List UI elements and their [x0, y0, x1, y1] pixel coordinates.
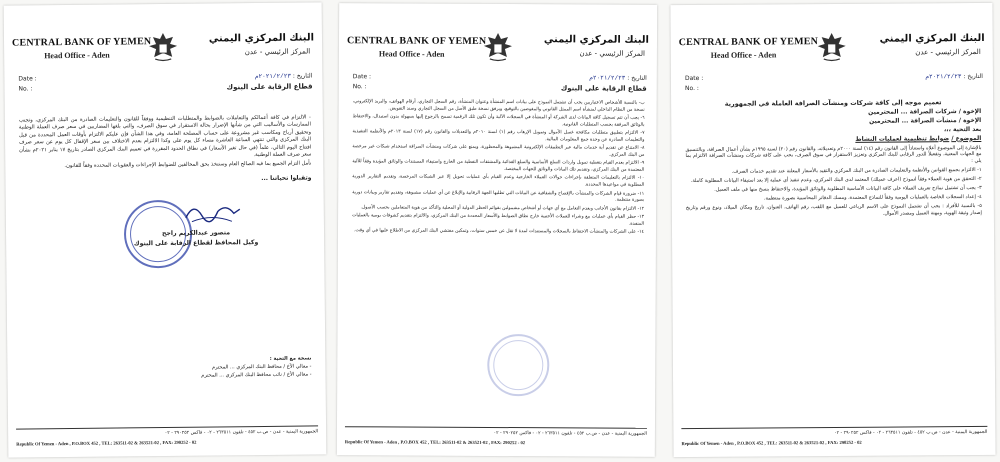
arabic-date [589, 74, 647, 81]
cc-item: - معالي الأخ / نائب محافظ البنك المركزي ... المحترم [201, 371, 312, 379]
eagle-emblem-icon [146, 30, 180, 64]
letter-page-3 [670, 3, 995, 457]
cc-list [111, 354, 311, 380]
date-label: Date : [352, 73, 372, 81]
circular-heading: تعميم موجه إلى كافة شركات ومنشآت الصرافة العاملة في الجمهورية [724, 98, 942, 108]
eagle-emblem-icon [481, 30, 515, 64]
paragraph: ١٤- على الشركات والمنشآت الاحتفاظ بالسجلات والمستندات لمدة لا تقل عن خمس سنوات، وتمكين مفتشي البنك المركزي من الاطلاع عليها في أي وقت. [353, 228, 645, 236]
letter-body [352, 99, 645, 238]
letter-footer [681, 426, 987, 451]
signer-name: منصور عبدالكريم راجح [161, 229, 231, 238]
footer-en: Republic Of Yemen - Aden , P.O.BOX 452 , TEL: 263511-02 & 263521-02 , FAX: 290252 - 02 [16, 439, 197, 447]
letterhead-ar-name: البنك المركزي اليمني [208, 32, 315, 45]
paragraph: ١٠- الالتزام بالتعليمات المتعلقة بإجراءات حوالات العملاء الخارجية وعدم القيام بأي عمليات تحويل إلا عبر الشبكات المرخصة، وتقديم التقارير الدورية المطلوبة في مواعيدها المحددة. [352, 174, 645, 188]
letter-footer [16, 425, 318, 451]
letter-page-1 [4, 2, 327, 457]
date-value: ٢٠٢١/٢/٢٣م [254, 72, 291, 81]
letterhead-en-name: CENTRAL BANK OF YEMEN [346, 35, 487, 47]
letterhead-ar-office: المركز الرئيسي - عدن [244, 47, 311, 57]
addressee: الإخوة / شركات الصرافة ... المحترمين [868, 107, 982, 116]
signature-icon [182, 199, 242, 226]
letterhead [339, 15, 657, 77]
letterhead-en-office: Head Office - Aden [378, 49, 445, 59]
arabic-date-label: التاريخ : [963, 72, 983, 81]
eagle-emblem-icon [815, 30, 849, 64]
paragraph: ٩- الالتزام بعدم القيام بتغطية تمويل واردات السلع الأساسية والسلع الغذائية والمشتقات النفطية من الخارج واستيفاء المستندات والوثائق المؤيدة وفقاً للآلية المعتمدة من البنك المركزي، وتقديم تلك البيانات والوثائق للجهات المختصة. [352, 159, 645, 173]
letterhead [671, 15, 993, 77]
cc-title: نسخة مع التحية : [269, 355, 312, 362]
paragraph: ٨- الامتناع عن تقديم أية خدمات مالية عبر التطبيقات الإلكترونية المشبوهة والمحظورة، ويمنع على شركات ومنشآت الصرافة استخدام شبكات غير مرخصة من البنك المركزي. [352, 144, 645, 158]
paragraph: ١٣- حظر القيام بأي عمليات بيع وشراء للعملات الأجنبية خارج نطاق الضوابط والأسعار المحددة من البنك المركزي، والالتزام بتقديم كشوفات يومية بالعمليات المنفذة. [352, 213, 645, 227]
sector-title: قطاع الرقابة على البنوك [226, 82, 313, 92]
number-label: No. : [352, 83, 367, 91]
letterhead-ar-office: المركز الرئيسي - عدن [915, 47, 981, 57]
subject-line [685, 136, 981, 145]
number-label: No. : [18, 85, 33, 93]
letterhead-en-office: Head Office - Aden [710, 50, 777, 60]
addressee: الإخوة / منشآت الصرافة ... المحترمين [869, 116, 982, 125]
paragraph: ١- الالتزام بجميع القوانين والأنظمة والتعليمات الصادرة من البنك المركزي والتقيد بالأسعار المعلنة عند تقديم خدمات الصرف. [731, 167, 982, 175]
letter-page-2 [337, 3, 657, 457]
number-label: No. : [684, 84, 699, 93]
paragraph: ١١- ضرورة قيام الشركات والمنشآت بالإفصاح والشفافية عن البيانات التي تطلبها الجهة الرقابية والإبلاغ عن أي عمليات مشبوهة، وتقديم تقارير وبيانات دورية بصورة منتظمة. [352, 189, 645, 203]
letter-body [685, 99, 982, 221]
sector-title: قطاع الرقابة على البنوك [560, 84, 647, 93]
cc-item: - معالي الأخ / محافظ البنك المركزي ... المحترم [211, 363, 312, 371]
closing: وتقبلوا تحياتنا ... [261, 174, 312, 182]
letterhead-ar-office: المركز الرئيسي - عدن [579, 49, 645, 58]
arabic-date-label: التاريخ : [627, 74, 647, 82]
date-label: Date : [18, 75, 37, 83]
footer-ar: الجمهورية اليمنية - عدن - ص.ب ٤٥٢ - تلفون ٢٦٣٥١١ - ٠٢ - فاكس ٢٩٠٢٥٢ - ٠٢ [164, 429, 319, 437]
letterhead-en-name: CENTRAL BANK OF YEMEN [11, 36, 152, 49]
footer-en: Republic Of Yemen - Aden , P.O.BOX 452 , TEL: 263511-02 & 263521-02 , FAX: 290252 - 02 [344, 439, 526, 446]
signature-block [116, 229, 276, 248]
subject-label: الموضوع / [951, 134, 982, 142]
arabic-date [925, 73, 983, 80]
letter-footer [345, 426, 647, 451]
arabic-date-label: التاريخ : [292, 72, 313, 80]
footer-en: Republic Of Yemen - Aden , P.O.BOX 452 , TEL: 263511-02 & 263521-02 , FAX: 290252 - 02 [681, 439, 862, 447]
paragraph: - الالتزام في كافة أعمالكم والتعاملات بالضوابط والمتطلبات التنظيمية ووفقاً للقانون والتعليمات الصادرة من البنك المركزي، وتجنب الممارسات والأساليب التي من شأنها الإضرار بحالة الاستقرار في سوق الصرف، والتي بلغها المضاربين في سعر صرف العملة الوطنية وتحقيق أرباح ومكاسب غير مشروعة على حساب المصلحة العامة، وفي هذا الشأن فإن عليكم الالتزام بأوقات العمل المحددة من قبل البنك المركزي والتي تنتهي الساعة العاشرة مساء كل يوم على وكذا الالتزام بعدم الاختلاف بين سعر الإقفال كل يوم عن سعر صرف افتتاح اليوم التالي، علماً (في حال تغير الأسعار) في نطاق الحدود المقررة في تعميم البنك المركزي الصادر بتاريخ ١٧ يناير ٢٠٢١م بشأن سعر صرف العملة الوطنية. [18, 114, 312, 159]
paragraph: ب- بالنسبة للأشخاص الاعتباريين يجب أن تشتمل النموذج على بيانات اسم المنشأة وعنوان المنشأة، رقم السجل التجاري، أرقام الهواتف، والبريد الإلكتروني، نسخة من النظام الداخلي لمنشأة اسم الممثل القانوني والمفوضين بالتوقيع، ويرفق نسخة طبق الأصل من السجل التجاري وسند التفويض. [352, 99, 645, 113]
letterhead-ar-name: البنك المركزي اليمني [879, 32, 985, 45]
paragraph: ٦- يجب أن تتم تسجيل كافة البيانات لدى الشركة أو المنشأة في السجلات الآلية وأن تكون تلك الرقمية تسمح بالرجوع إليها بسهولة بدون استبدال، والاحتفاظ بالوثائق المرفقة بحسب المتطلبات القانونية. [352, 114, 645, 128]
paragraph: ٥- بالنسبة للأفراد : يجب أن تشتمل النموذج على الاسم الرباعي للعميل مع اللقب، رقم الهاتف، العنوان، تاريخ ومكان الميلاد، ونوع ورقم وتاريخ إصدار وثيقة الهوية، ومهنة العميل ومصدر الأموال. [685, 202, 982, 217]
letter-meta [12, 70, 314, 105]
letterhead-en-name: CENTRAL BANK OF YEMEN [678, 36, 819, 49]
letter-body [19, 114, 312, 186]
paragraph: ٣- يجب أن تشتمل نماذج تعريف العملاء على كافة البيانات الأساسية المطلوبة والوثائق المؤيدة، والاحتفاظ بنسخ منها في ملف العميل. [714, 185, 982, 193]
paragraph: ٧- الالتزام بتطبيق متطلبات مكافحة غسل الأموال وتمويل الإرهاب رقم (١) لسنة ٢٠١٠م والتعديلات والقانون رقم (١٧) لسنة ٢٠١٣م والأنظمة التنفيذية والتعليمات الصادرة عن وحدة جمع المعلومات المالية. [352, 129, 645, 143]
date-value: ٢٠٢١/٢/٢٣م [589, 74, 626, 82]
arabic-date [255, 72, 313, 80]
date-value: ٢٠٢١/٢/٢٣م [925, 73, 962, 81]
letterhead-en-office: Head Office - Aden [44, 50, 110, 61]
signer-title: وكيل المحافظ لقطاع الرقابة على البنوك [133, 239, 259, 248]
footer-ar: الجمهورية اليمنية - عدن - ص.ب ٤٥٢ - تلفون ٢٦٣٥١١ - ٠٢ - فاكس ٢٩٠٢٥٢ - ٠٢ [493, 430, 647, 437]
paragraph: بالإشارة إلى الموضوع أعلاه واستناداً إلى القانون رقم (١٤) لسنة ٢٠٠٠م وتعديلاته، والقانون رقم (٢٠) لسنة ١٩٩٥م بشأن أعمال الصرافة، وبالتنسيق مع الجهات المعنية، وتفعيلاً للدور الرقابي للبنك المركزي وتعزيز الاستقرار في سوق الصرف، يجب على كافة شركات ومنشآت الصرافة الالتزام بما يلي : [685, 144, 982, 165]
paragraph: ٢- التحقق من هوية العملاء وفقاً لنموذج (اعرف عميلك) المعتمد لدى البنك المركزي، وعدم تنفيذ أي عملية إلا بعد استيفاء البيانات المطلوبة كاملة. [690, 176, 982, 185]
faint-stamp [487, 334, 549, 396]
greeting: بعد التحية ،،، [943, 125, 982, 133]
footer-ar: الجمهورية اليمنية - عدن - ص.ب ٤٥٢ - تلفون ٢٦٣٥١١ - ٠٢ - فاكس ٢٩٠٢٥٢ - ٠٢ [834, 429, 988, 436]
paragraph: ٤- إعداد السجلات الخاصة بالعمليات اليومية وفقاً للنماذج المعتمدة، ومسك الدفاتر المحاسبية بصورة منتظمة. [763, 193, 982, 202]
letterhead-ar-name: البنك المركزي اليمني [543, 34, 650, 46]
subject-text: ضوابط تنظيمية لعمليات النشاط [855, 134, 950, 143]
paragraph: ١٢- الالتزام بقانون الأجانب وبعدم التعامل مع أي جهات أو أشخاص مشمولين بقوائم الحظر الدولية أو المحلية والتأكد من هوية المتعاملين بحسب الأصول. [360, 204, 645, 212]
date-label: Date : [684, 74, 704, 83]
paragraph: نأمل التزام الجميع بما فيه الصالح العام وسنتخذ بحق المخالفين للضوابط الإجراءات والعقوبات المحددة وفقاً للقانون. [64, 160, 312, 170]
